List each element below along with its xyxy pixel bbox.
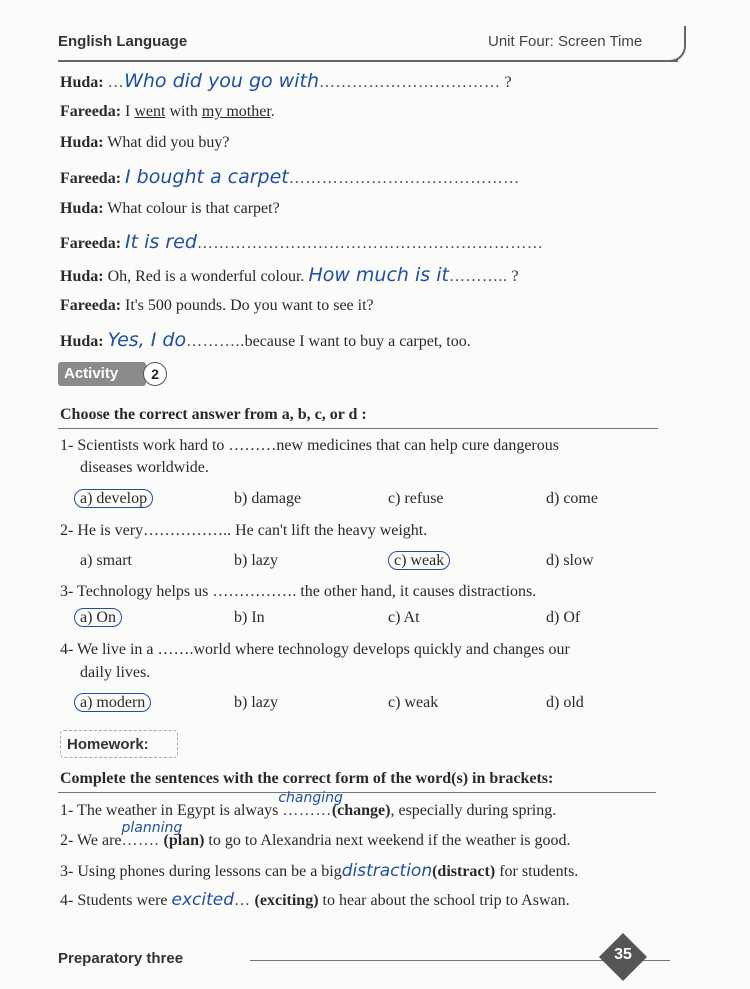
circled-answer: c) weak (388, 551, 450, 570)
dialogue-line-3: Huda: What did you buy? (60, 134, 230, 151)
speaker: Huda: (60, 200, 104, 217)
homework-item-1: 1- The weather in Egypt is always ……… changing (change), especially during spring. (60, 790, 557, 819)
option-b: b) lazy (234, 694, 278, 711)
option-c: c) weak (388, 694, 439, 711)
speaker: Fareeda: (60, 170, 122, 187)
activity-instructions: Choose the correct answer from a, b, c, or d : (60, 406, 367, 423)
circled-answer: a) develop (74, 489, 153, 508)
question-4: 4- We live in a …….world where technology develops quickly and changes our (60, 641, 570, 658)
option-c (394, 552, 450, 570)
option-c: c) refuse (388, 490, 444, 507)
option-b: b) In (234, 609, 265, 626)
question-4-cont: daily lives. (80, 664, 151, 681)
circled-answer: a) modern (74, 693, 151, 712)
speaker: Huda: (60, 74, 104, 91)
homework-label: Homework: (60, 730, 178, 758)
subject-title: English Language (58, 33, 188, 50)
handwritten-answer: It is red (125, 231, 197, 253)
speaker: Fareeda: (60, 103, 122, 120)
homework-item-2: 2- We are……. planning (plan) to go to Alexandria next weekend if the weather is good. (60, 820, 571, 849)
handwritten-answer: Who did you go with (124, 70, 319, 92)
option-c: c) At (388, 609, 420, 626)
handwritten-answer: How much is it (308, 264, 449, 286)
dialogue-line-6: Fareeda: It is red……………………………………………………… (60, 231, 544, 253)
dialogue-line-9: Huda: Yes, I do………..because I want to buy a carpet, too. (60, 329, 471, 351)
page-number: 35 (614, 946, 632, 963)
footer-grade: Preparatory three (58, 950, 184, 967)
option-a: a) smart (80, 552, 132, 569)
activity-label: Activity (58, 362, 146, 386)
circled-answer: a) On (74, 608, 122, 627)
homework-instructions: Complete the sentences with the correct form of the word(s) in brackets: (60, 770, 554, 787)
dialogue-line-8: Fareeda: It's 500 pounds. Do you want to see it? (60, 297, 374, 314)
question-3: 3- Technology helps us ……………. the other hand, it causes distractions. (60, 583, 537, 600)
option-d: d) old (546, 694, 584, 711)
option-b: b) lazy (234, 552, 278, 569)
activity-badge (58, 362, 166, 386)
dialogue-line-1: Huda: …Who did you go with…………………………… ? (60, 70, 512, 92)
dialogue-line-2: Fareeda: I went with my mother. (60, 103, 275, 120)
option-d: d) come (546, 490, 598, 507)
header-rule (58, 60, 678, 62)
section-rule (58, 792, 656, 793)
option-a (80, 694, 151, 712)
question-2: 2- He is very…………….. He can't lift the heavy weight. (60, 522, 428, 539)
speaker: Fareeda: (60, 297, 122, 314)
handwritten-answer: I bought a carpet (125, 166, 289, 188)
option-a (80, 490, 153, 508)
handwritten-answer: excited (171, 890, 235, 910)
option-a (80, 609, 122, 627)
header-corner-decoration (662, 26, 686, 62)
handwritten-answer: Yes, I do (107, 329, 187, 351)
speaker: Fareeda: (60, 235, 122, 252)
handwritten-answer: changing (278, 790, 343, 806)
dialogue-line-4: Fareeda: I bought a carpet…………………………………… (60, 166, 520, 188)
section-rule (58, 428, 658, 429)
activity-number: 2 (143, 362, 167, 386)
unit-title: Unit Four: Screen Time (488, 33, 643, 50)
question-1: 1- Scientists work hard to ………new medicines that can help cure dangerous (60, 437, 559, 454)
option-d: d) Of (546, 609, 581, 626)
dialogue-line-5: Huda: What colour is that carpet? (60, 200, 280, 217)
speaker: Huda: (60, 268, 104, 285)
handwritten-answer: distraction (341, 861, 433, 881)
homework-item-3: 3- Using phones during lessons can be a bigdistraction(distract) for students. (60, 861, 579, 881)
homework-item-4: 4- Students were excited… (exciting) to hear about the school trip to Aswan. (60, 890, 570, 910)
question-1-cont: diseases worldwide. (80, 459, 209, 476)
handwritten-answer: planning (121, 820, 183, 836)
speaker: Huda: (60, 333, 104, 350)
option-d: d) slow (546, 552, 594, 569)
option-b: b) damage (234, 490, 302, 507)
speaker: Huda: (60, 134, 104, 151)
dialogue-line-7: Huda: Oh, Red is a wonderful colour. How much is it……….. ? (60, 264, 519, 286)
